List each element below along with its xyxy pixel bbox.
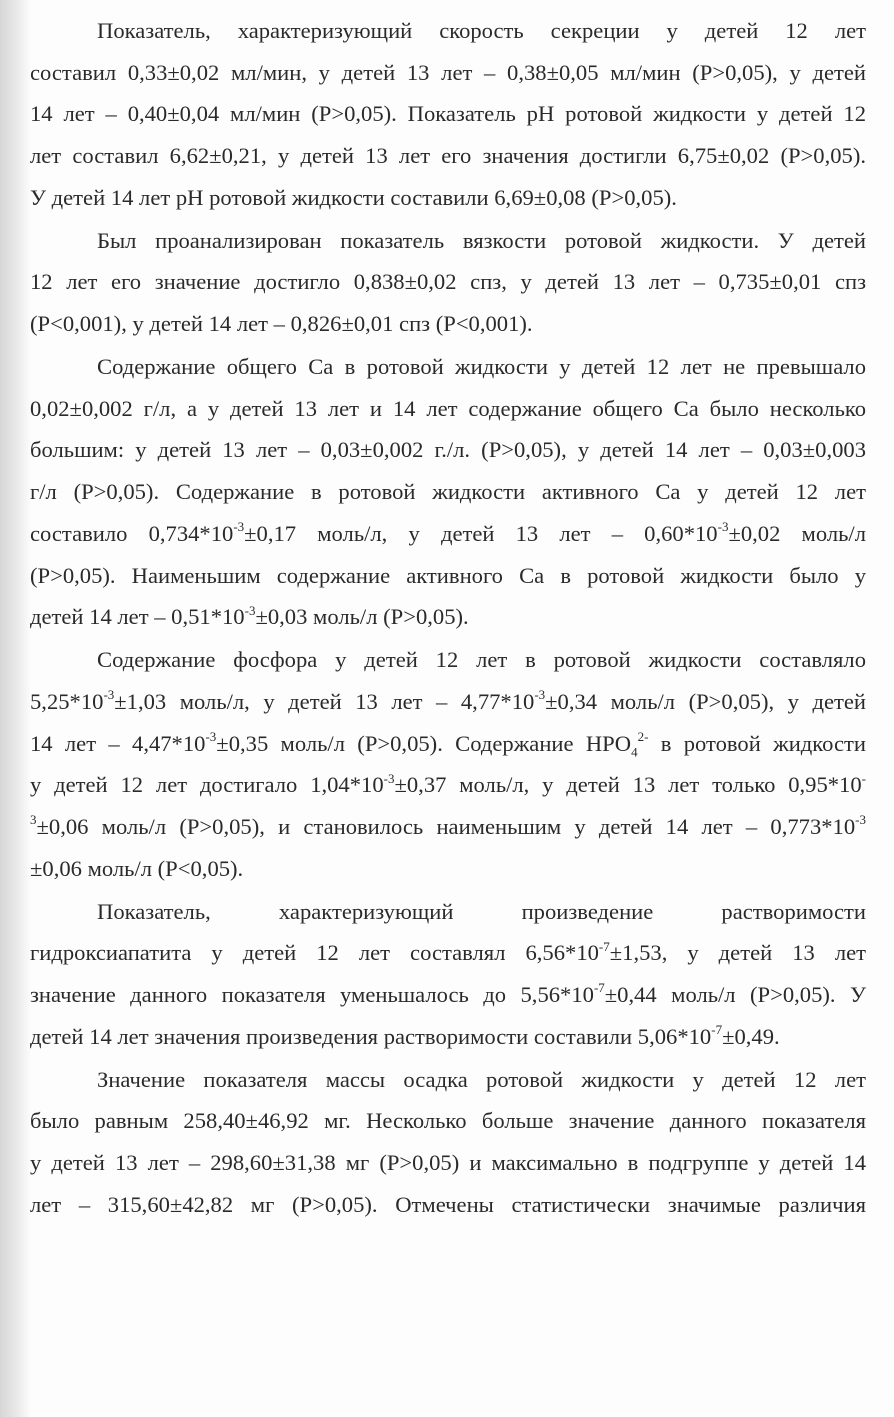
text-line-with-superscript: составило $0,734*10^{-3}\pm 0,17$ моль/л, у детей 13 лет – $0,60*10^{-3}\pm 0,02$ моль/л (30, 519, 866, 546)
text-line: 0,02±0,002 г/л, а у детей 13 лет и 14 лет содержание общего Са было несколько (30, 395, 866, 421)
text-line-with-superscript: значение данного показателя уменьшалось до $5,56*10^{-7}\pm 0,44$ моль/л (P>0,05). У (30, 980, 866, 1007)
scan-shadow-edge (0, 0, 30, 1417)
paragraph-phosphorus (30, 639, 866, 889)
text-line: Содержание фосфора у детей 12 лет в ротовой жидкости составляло (97, 647, 866, 673)
text-line-with-superscript: у детей 12 лет достигало $1,04*10^{-3}\pm 0,37$ моль/л, у детей 13 лет только 0,95*10- (30, 770, 866, 798)
text-line-with-superscript: детей 14 лет значения произведения растворимости составили $5,06*10^{-7}\pm 0,49$. (30, 1022, 780, 1049)
text-line: 14 лет – 0,40±0,04 мл/мин (P>0,05). Показатель pH ротовой жидкости у детей 12 (30, 101, 866, 127)
text-line: было равным 258,40±46,92 мг. Несколько больше значение данного показателя (30, 1108, 866, 1134)
text-line: г/л (P>0,05). Содержание в ротовой жидкости активного Са у детей 12 лет (30, 479, 866, 505)
text-line: лет составил 6,62±0,21, у детей 13 лет его значения достигли 6,75±0,02 (P>0,05). (30, 143, 866, 169)
text-line: Показатель, характеризующий скорость секреции у детей 12 лет (97, 18, 866, 43)
text-line: составил 0,33±0,02 мл/мин, у детей 13 лет – 0,38±0,05 мл/мин (P>0,05), у детей (30, 59, 866, 85)
text-line-with-superscript: $^3$±0,06 моль/л (P>0,05), и становилось наименьшим у детей 14 лет – $0,773*10^{-3}$ (30, 812, 866, 839)
text-line-with-superscript: гидроксиапатита у детей 12 лет составлял $6,56*10^{-7}\pm 1,53$, у детей 13 лет (30, 938, 867, 966)
paragraph-calcium (30, 346, 866, 638)
paragraph-secretion-ph (30, 10, 866, 218)
text-line: большим: у детей 13 лет – 0,03±0,002 г./л. (P>0,05), у детей 14 лет – 0,03±0,003 (30, 437, 866, 463)
text-line-with-formula: 14 лет – $4,47*10^{-3}\pm 0,35$ моль/л (P>0,05). Содержание $HPO_4^{2-}$ в ротовой жидкости (30, 729, 866, 760)
text-line-with-superscript: $5,25*10^{-3}\pm 1,03$ моль/л, у детей 13 лет – $4,77*10^{-3}\pm 0,34$ моль/л (P>0,05), у детей (30, 687, 866, 714)
text-line: ±0,06 моль/л (P<0,05). (30, 855, 244, 881)
text-line-with-superscript: детей 14 лет – $0,51*10^{-3}\pm 0,03$ моль/л (P>0,05). (30, 602, 469, 630)
document-body (30, 10, 866, 1225)
text-line: (P>0,05). Наименьшим содержание активного Са в ротовой жидкости было у (30, 562, 866, 588)
paragraph-viscosity (30, 220, 866, 345)
text-line: (P<0,001), у детей 14 лет – 0,826±0,01 спз (P<0,001). (30, 311, 533, 337)
text-line: Значение показателя массы осадка ротовой жидкости у детей 12 лет (97, 1066, 866, 1092)
text-line: Показатель, характеризующий произведение растворимости (97, 898, 866, 924)
text-line: 12 лет его значение достигло 0,838±0,02 спз, у детей 13 лет – 0,735±0,01 спз (30, 269, 866, 295)
paragraph-solubility (30, 891, 866, 1058)
text-line: Содержание общего Са в ротовой жидкости у детей 12 лет не превышало (97, 354, 866, 380)
text-line: У детей 14 лет pH ротовой жидкости составили 6,69±0,08 (P>0,05). (30, 184, 677, 210)
text-line: лет – 315,60±42,82 мг (P>0,05). Отмечены статистически значимые различия (30, 1191, 866, 1217)
text-line: у детей 13 лет – 298,60±31,38 мг (P>0,05) и максимально в подгруппе у детей 14 (30, 1150, 866, 1176)
text-line: Был проанализирован показатель вязкости ротовой жидкости. У детей (97, 227, 866, 253)
paragraph-sediment-mass (30, 1059, 866, 1226)
